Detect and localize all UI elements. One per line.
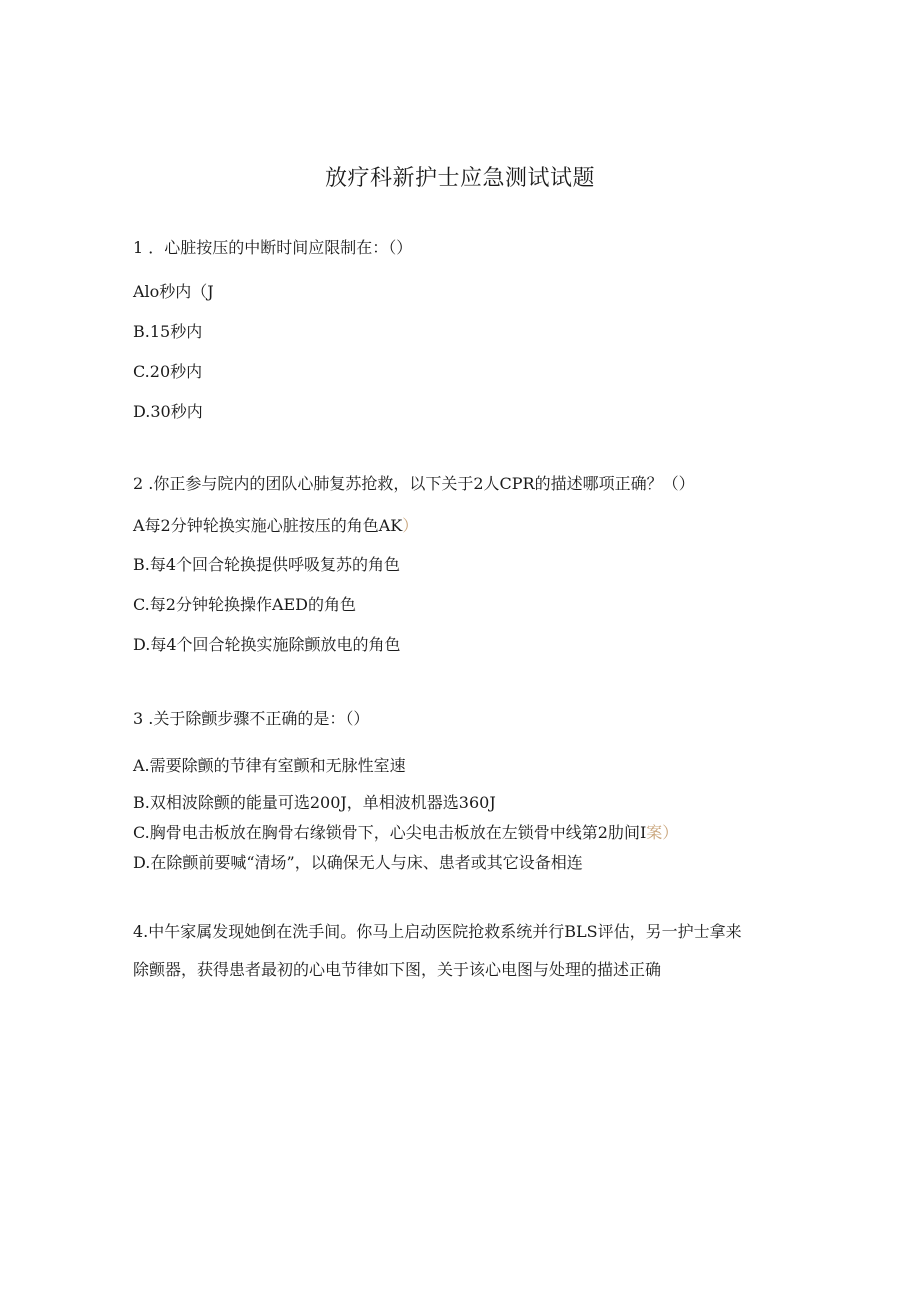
question-2-option-c: C.每2分钟轮换操作AED的角色 (133, 595, 357, 614)
question-1-option-b: B.15秒内 (133, 322, 203, 341)
question-3-option-c-text: C.胸骨电击板放在胸骨右缘锁骨下，心尖电击板放在左锁骨中线第2肋间I (133, 823, 647, 842)
question-4-stem-line-2: 除颤器，获得患者最初的心电节律如下图，关于该心电图与处理的描述正确 (133, 960, 662, 979)
question-3-option-d: D.在除颤前要喊“清场”，以确保无人与床、患者或其它设备相连 (133, 853, 583, 872)
question-2-option-b: B.每4个回合轮换提供呼吸复苏的角色 (133, 555, 401, 574)
question-2-stem: 2 .你正参与院内的团队心肺复苏抢救，以下关于2人CPR的描述哪项正确？（） (133, 474, 695, 493)
question-3-option-c-suffix: 案） (646, 823, 679, 842)
question-4-stem-line-1: 4.中午家属发现她倒在洗手间。你马上启动医院抢救系统并行BLS评估，另一护士拿来 (133, 922, 742, 941)
question-3-option-a: A.需要除颤的节律有室颤和无脉性室速 (133, 756, 406, 775)
question-2-option-d: D.每4个回合轮换实施除颤放电的角色 (133, 635, 401, 654)
question-1-option-a: Alo秒内（J (133, 282, 214, 301)
question-1-option-c: C.20秒内 (133, 362, 203, 381)
question-1-option-d: D.30秒内 (133, 402, 203, 421)
document-title: 放疗科新护士应急测试试题 (324, 166, 595, 191)
question-3-option-c (133, 822, 678, 844)
question-2-option-a-suffix: ） (402, 516, 419, 535)
question-3-option-b: B.双相波除颤的能量可选200J，单相波机器选360J (133, 793, 496, 812)
question-3-stem: 3 .关于除颤步骤不正确的是：（） (133, 709, 370, 728)
question-2-option-a-text: A每2分钟轮换实施心脏按压的角色AK (133, 516, 403, 535)
question-2-option-a (133, 515, 418, 537)
question-1-stem: 1 ．心脏按压的中断时间应限制在：（） (133, 238, 413, 257)
